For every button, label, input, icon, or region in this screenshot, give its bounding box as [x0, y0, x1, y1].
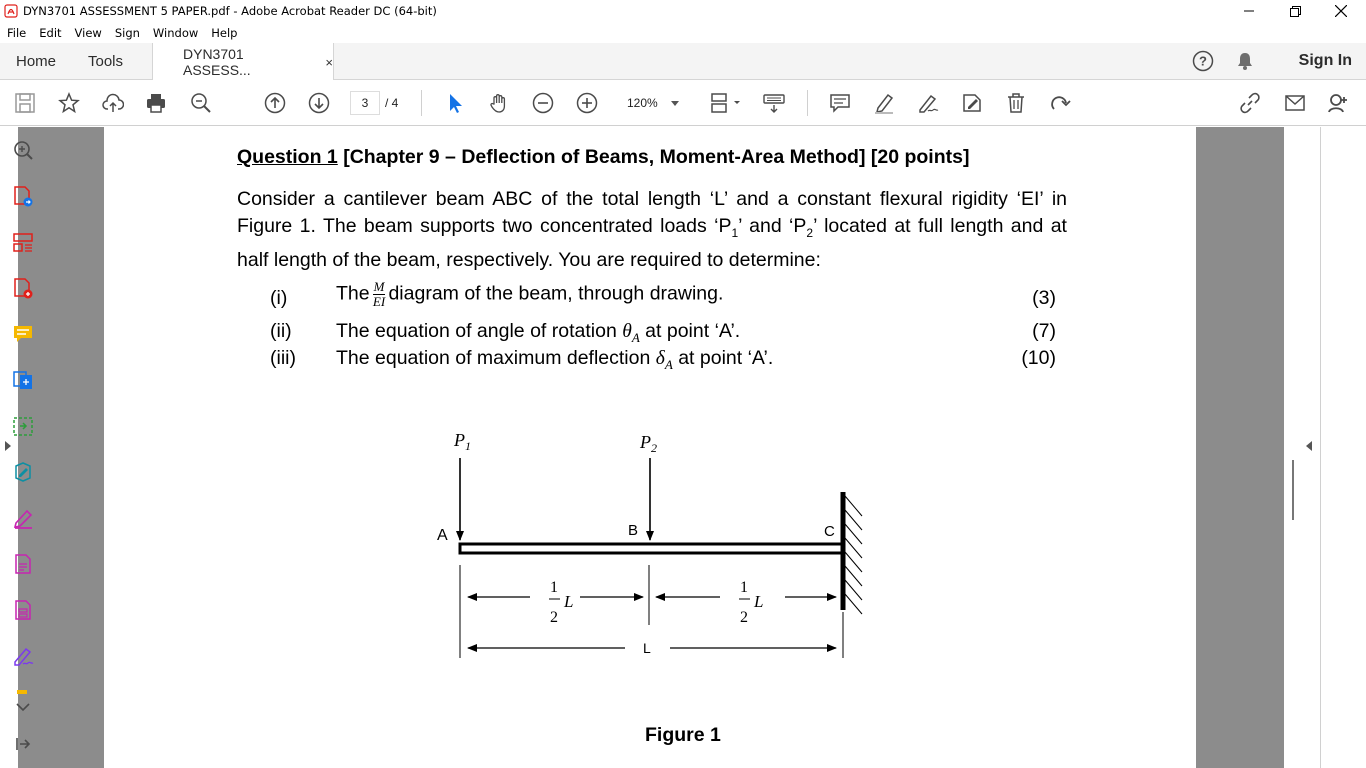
rp-zoom-button[interactable] — [11, 138, 35, 162]
load-p1-label: $P_1$ — [454, 430, 471, 453]
svg-text:?: ? — [1199, 53, 1207, 69]
rp-prepare-form-button[interactable] — [11, 598, 35, 622]
magnifier-icon — [12, 139, 34, 161]
help-icon — [1192, 50, 1214, 72]
hand-icon — [488, 92, 510, 114]
fill-sign-button[interactable] — [960, 91, 984, 115]
rp-comment-button[interactable] — [11, 322, 35, 346]
collapse-arrow-icon — [12, 733, 34, 755]
chevron-down-icon — [671, 101, 679, 106]
item-text: The $\frac{M}{EI}$ diagram of the beam, through drawing. — [336, 279, 724, 309]
add-user-icon — [1327, 92, 1349, 114]
m-over-ei-fraction: $\frac{M}{EI}$ — [372, 279, 386, 309]
document-icon — [12, 553, 34, 575]
item-number: (iii) — [270, 347, 296, 369]
share-link-button[interactable] — [1238, 91, 1262, 115]
draw-button[interactable] — [916, 91, 940, 115]
previous-page-button[interactable] — [263, 91, 287, 115]
item-points: (3) — [1032, 287, 1056, 309]
beam-diagram — [420, 420, 890, 670]
fill-sign-icon — [12, 507, 34, 529]
select-tool-button[interactable] — [443, 91, 467, 115]
keyboard-icon — [763, 92, 785, 114]
item-number: (i) — [270, 287, 288, 309]
tab-tools[interactable]: Tools — [88, 53, 124, 70]
collapse-right-pane-icon[interactable] — [1306, 441, 1312, 451]
page-number-input[interactable]: 3 — [350, 91, 380, 115]
item-points: (10) — [1021, 347, 1056, 369]
upload-button[interactable] — [101, 91, 125, 115]
expand-left-pane-icon[interactable] — [5, 441, 11, 451]
menu-bar — [0, 22, 1366, 43]
delete-button[interactable] — [1004, 91, 1028, 115]
close-window-button[interactable] — [1318, 0, 1364, 22]
comment-bubble-icon — [12, 323, 34, 345]
svg-text:1: 1 — [550, 579, 558, 596]
toolbar-divider — [421, 90, 422, 116]
rp-compress-button[interactable] — [11, 414, 35, 438]
question-paragraph — [237, 186, 1067, 274]
rp-collapse-pane-button[interactable] — [11, 732, 35, 756]
question-label: Question 1 — [237, 146, 338, 168]
minimize-button[interactable] — [1226, 0, 1272, 22]
menu-file[interactable]: File — [7, 25, 27, 40]
arrow-down-circle-icon — [308, 92, 330, 114]
sign-in-button[interactable]: Sign In — [1298, 52, 1352, 69]
trash-icon — [1005, 92, 1027, 114]
menu-view[interactable]: View — [74, 25, 102, 40]
compress-pdf-icon — [12, 415, 34, 437]
cursor-arrow-icon — [444, 92, 466, 114]
redo-icon — [1049, 92, 1071, 114]
restore-icon — [1290, 6, 1301, 17]
figure-caption: Figure 1 — [645, 724, 721, 746]
tab-document-label: DYN3701 ASSESS... — [183, 46, 251, 78]
zoom-level-value: 120% — [627, 96, 658, 110]
close-icon — [1335, 5, 1347, 17]
paragraph-line-1: Consider a cantilever beam ABC of the total length ‘L’ and a constant flexural rigidity ‘EI’ in — [237, 188, 1067, 210]
vertical-scrollbar[interactable] — [1292, 460, 1294, 520]
question-title — [237, 146, 969, 169]
combine-files-icon — [12, 369, 34, 391]
export-pdf-icon — [12, 185, 34, 207]
right-tools-pane — [1320, 127, 1366, 768]
highlighter-icon — [873, 92, 895, 114]
item-number: (ii) — [270, 320, 292, 342]
toolbar-divider — [807, 90, 808, 116]
svg-text:2: 2 — [740, 609, 748, 626]
redo-button[interactable] — [1048, 91, 1072, 115]
organize-pages-icon — [12, 231, 34, 253]
title-bar — [0, 0, 1366, 22]
read-mode-button[interactable] — [762, 91, 786, 115]
rp-sign-button[interactable] — [11, 644, 35, 668]
arrow-up-circle-icon — [264, 92, 286, 114]
rp-export-pdf-button[interactable] — [11, 184, 35, 208]
rp-fill-sign-button[interactable] — [11, 506, 35, 530]
point-b-label: B — [628, 522, 639, 539]
print-icon — [145, 92, 167, 114]
paragraph-line-2: Figure 1. The beam supports two concentrated loads ‘$P_1$’ and ‘$P_2$’ located at full length and at — [237, 215, 1067, 240]
edit-pdf-icon — [12, 461, 34, 483]
zoom-out-button[interactable] — [531, 91, 555, 115]
create-pdf-icon — [12, 277, 34, 299]
wall-hatching — [845, 496, 862, 614]
menu-sign[interactable]: Sign — [114, 25, 140, 40]
star-icon — [58, 92, 80, 114]
signature-pen-icon — [12, 645, 34, 667]
svg-text:L: L — [564, 592, 574, 611]
item-points: (7) — [1032, 320, 1056, 342]
minimize-icon — [1244, 6, 1254, 16]
help-button[interactable] — [1192, 50, 1214, 77]
rp-combine-files-button[interactable] — [11, 368, 35, 392]
tab-document[interactable] — [152, 43, 334, 81]
edit-document-icon — [961, 92, 983, 114]
zoom-in-icon — [576, 92, 598, 114]
menu-edit[interactable]: Edit — [39, 25, 62, 40]
highlight-button[interactable] — [872, 91, 896, 115]
point-c-label: C — [824, 523, 835, 540]
zoom-out-icon — [532, 92, 554, 114]
svg-text:2: 2 — [550, 609, 558, 626]
rp-edit-pdf-button[interactable] — [11, 460, 35, 484]
cloud-upload-icon — [102, 92, 124, 114]
search-button[interactable] — [189, 91, 213, 115]
load-p2-label: $P_2$ — [640, 432, 657, 455]
bell-icon — [1235, 51, 1255, 71]
search-icon — [190, 92, 212, 114]
menu-window[interactable]: Window — [152, 25, 199, 40]
mail-icon — [1284, 92, 1306, 114]
rp-more-tools-button[interactable] — [11, 688, 35, 718]
next-page-button[interactable] — [307, 91, 331, 115]
comment-button[interactable] — [828, 91, 852, 115]
zoom-in-button[interactable] — [575, 91, 599, 115]
form-icon — [12, 599, 34, 621]
dimension-ab-label — [549, 579, 573, 626]
share-user-button[interactable] — [1326, 91, 1350, 115]
svg-text:1: 1 — [740, 579, 748, 596]
page-display-button[interactable] — [708, 91, 742, 115]
save-icon — [14, 92, 36, 114]
rp-organize-pages-button[interactable] — [11, 230, 35, 254]
tab-close-icon[interactable]: × — [325, 54, 333, 70]
bookmark-button[interactable] — [57, 91, 81, 115]
acrobat-logo-icon — [4, 4, 18, 18]
pen-draw-icon — [917, 92, 939, 114]
svg-text:L: L — [754, 592, 764, 611]
comment-icon — [829, 92, 851, 114]
email-button[interactable] — [1283, 91, 1307, 115]
point-a-label: A — [437, 527, 448, 544]
dimension-total-label: L — [643, 640, 651, 656]
page-total: / 4 — [385, 96, 399, 110]
dimension-bc-label — [739, 579, 763, 626]
tab-home[interactable]: Home — [16, 53, 57, 70]
rp-create-pdf-button[interactable] — [11, 276, 35, 300]
zoom-level-select[interactable] — [620, 91, 684, 115]
rp-protect-button[interactable] — [11, 552, 35, 576]
restore-button[interactable] — [1272, 0, 1318, 22]
tab-bar — [0, 43, 1366, 80]
item-text: The equation of maximum deflection $\delta_A$ at point ‘A’. — [336, 347, 774, 372]
beam — [460, 544, 842, 553]
notifications-button[interactable] — [1235, 51, 1255, 76]
chevron-down-icon — [12, 689, 34, 717]
question-heading: [Chapter 9 – Deflection of Beams, Moment-Area Method] [20 points] — [337, 146, 970, 168]
print-button[interactable] — [144, 91, 168, 115]
menu-help[interactable]: Help — [211, 25, 238, 40]
link-icon — [1239, 92, 1261, 114]
paragraph-line-3: half length of the beam, respectively. You are required to determine: — [237, 248, 821, 271]
hand-tool-button[interactable] — [487, 91, 511, 115]
page-fit-icon — [710, 92, 740, 114]
save-button[interactable] — [13, 91, 37, 115]
item-text: The equation of angle of rotation $\theta_A$ at point ‘A’. — [336, 320, 741, 345]
window-title: DYN3701 ASSESSMENT 5 PAPER.pdf - Adobe Acrobat Reader DC (64-bit) — [23, 4, 437, 18]
